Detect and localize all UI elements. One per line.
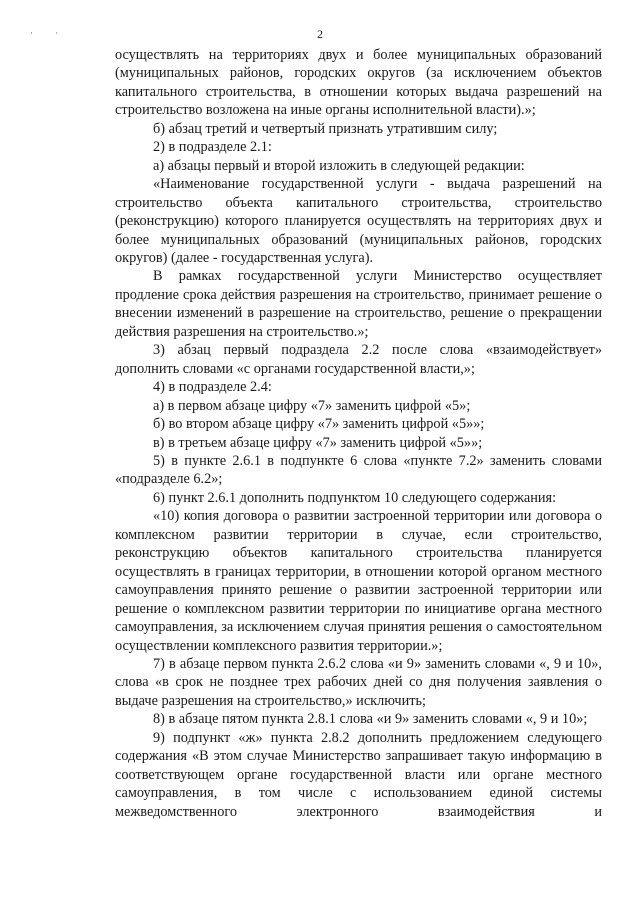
paragraph-item-6: 6) пункт 2.6.1 дополнить подпунктом 10 следующего содержания:	[153, 489, 557, 506]
paragraph-item-8: 8) в абзаце пятом пункта 2.8.1 слова «и 9» заменить словами «, 9 и 10»;	[153, 711, 588, 728]
paragraph-item-4c: в) в третьем абзаце цифру «7» заменить цифрой «5»»;	[153, 434, 483, 451]
paragraph-item-4: 4) в подразделе 2.4:	[153, 379, 272, 396]
paragraph-item-9: 9) подпункт «ж» пункта 2.8.2 дополнить предложением следующего содержания «В этом случае Министерство запрашивает такую информацию в соответствующем органе государственной власти или органе местного самоуправления, в том числе с использованием единой системы межведомственного электронного взаимодействия и	[115, 729, 602, 820]
page-number: 2	[317, 27, 323, 41]
paragraph-item-2a: а) абзацы первый и второй изложить в следующей редакции:	[153, 157, 525, 174]
paragraph-item-4b: б) во втором абзаце цифру «7» заменить цифрой «5»»;	[153, 416, 485, 433]
paragraph-item-3: 3) абзац первый подраздела 2.2 после слова «взаимодействует» дополнить словами «с органами государственной власти,»;	[115, 342, 602, 377]
paragraph-continuation: осуществлять на территориях двух и более муниципальных образований (муниципальных районов, городских округов (за исключением объектов капитального строительства, в отношении которых выдача разрешений на строительство возложена на иные органы исполнительной власти).»;	[115, 47, 602, 119]
margin-marks: · ·	[30, 28, 69, 38]
paragraph-service-scope: В рамках государственной услуги Министерство осуществляет продление срока действия разрешения на строительство, принимает решение о внесении изменений в разрешение на строительство, решение о прекращении действия разрешения на строительство.»;	[115, 268, 602, 340]
document-body	[115, 46, 602, 821]
paragraph-item-2: 2) в подразделе 2.1:	[153, 139, 272, 156]
paragraph-service-name: «Наименование государственной услуги - выдача разрешений на строительство объекта капитального строительства, строительство (реконструкцию) которого планируется осуществлять на территориях двух и более муниципальных образований (муниципальных районов, городских округов) (далее - государственная услуга).	[115, 176, 602, 266]
paragraph-item-4a: а) в первом абзаце цифру «7» заменить цифрой «5»;	[153, 397, 471, 414]
paragraph-item-7: 7) в абзаце первом пункта 2.6.2 слова «и 9» заменить словами «, 9 и 10», слова «в срок не позднее трех рабочих дней со дня получения заявления о выдаче разрешения на строительство,» исключить;	[115, 655, 602, 709]
paragraph-item-5: 5) в пункте 2.6.1 в подпункте 6 слова «пункте 7.2» заменить словами «подразделе 6.2»;	[115, 452, 602, 488]
paragraph-item-b: б) абзац третий и четвертый признать утратившим силу;	[153, 120, 498, 137]
paragraph-subitem-10: «10) копия договора о развитии застроенной территории или договора о комплексном развитии территории в случае, если строительство, реконструкцию объектов капитального строительства планируется осуществлять в границах территории, в отношении которой органом местного самоуправления принято решение о развитии застроенной территории или решение о комплексном развитии территории по инициативе органа местного самоуправления, за исключением случая принятия решения о самостоятельном осуществлении комплексного развития территории.»;	[115, 508, 602, 654]
